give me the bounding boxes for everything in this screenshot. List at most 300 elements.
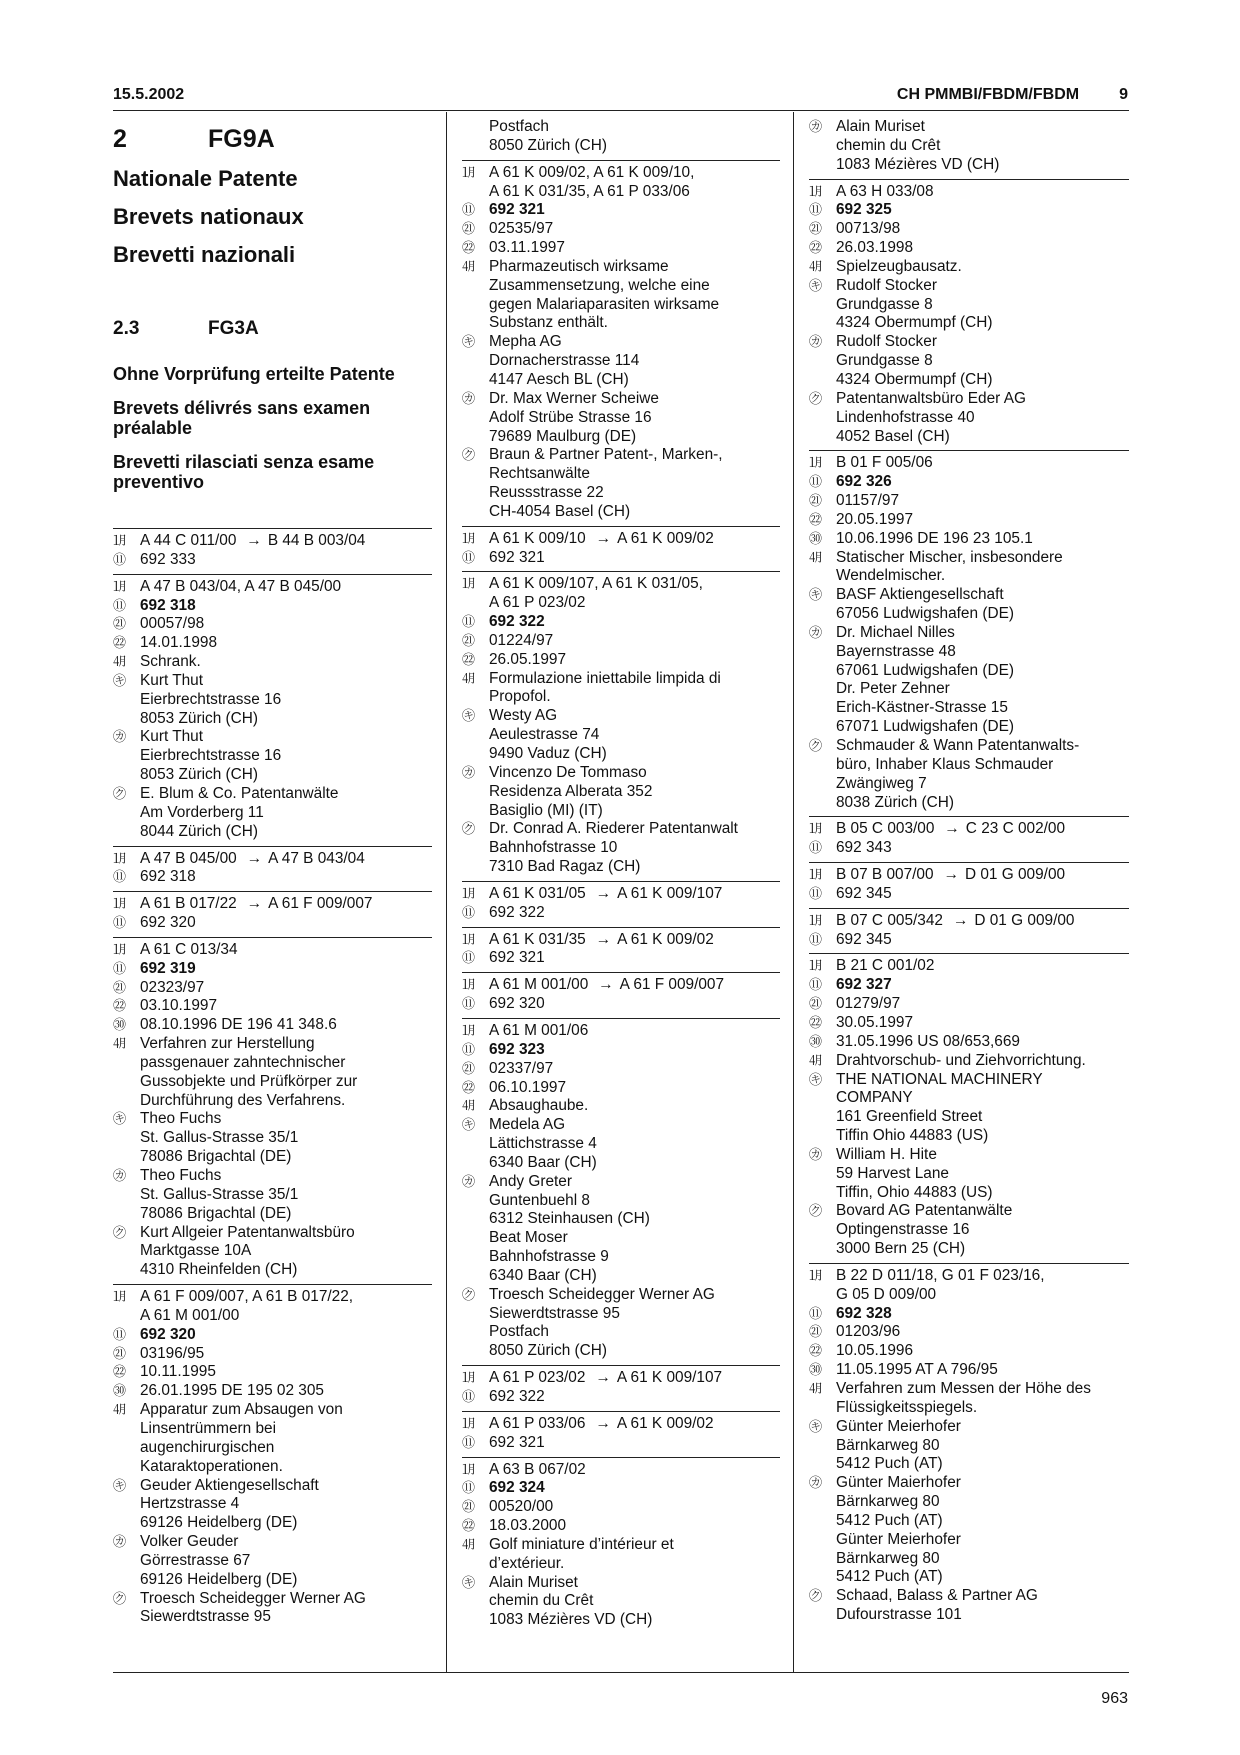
entry-text: 6340 Baar (CH) bbox=[489, 1266, 597, 1284]
inid-code-icon bbox=[462, 296, 489, 315]
entry-text: G 05 D 009/00 bbox=[836, 1285, 937, 1303]
inid-code-icon bbox=[113, 804, 140, 823]
inid-code-icon: ㋀ bbox=[809, 912, 823, 928]
inid-code-icon bbox=[113, 710, 140, 729]
entry-line bbox=[809, 624, 1129, 643]
inid-code-icon: ㉚ bbox=[113, 1017, 127, 1033]
entry-line bbox=[113, 1054, 432, 1073]
inid-code-icon: ⑪ bbox=[113, 597, 127, 613]
inid-code-icon: ㋖ bbox=[809, 1071, 823, 1087]
entry-line bbox=[809, 1286, 1129, 1305]
ipc-class-ref: A 47 B 043/04 bbox=[268, 849, 365, 867]
entry-text: A 61 M 001/06 bbox=[489, 1021, 589, 1039]
entry-line bbox=[809, 1089, 1129, 1108]
ipc-class: A 61 P 023/02 bbox=[489, 1369, 586, 1387]
inid-code-icon: ㋕ bbox=[462, 390, 476, 406]
inid-code-icon: ㉑ bbox=[809, 493, 823, 509]
ipc-class-ref: D 01 G 009/00 bbox=[964, 866, 1066, 884]
entry-text: Rudolf Stocker bbox=[836, 276, 937, 294]
entry-text: Bovard AG Patentanwälte bbox=[836, 1202, 1013, 1220]
patent-entry bbox=[462, 571, 780, 881]
inid-code-icon: ㉚ bbox=[113, 1383, 127, 1399]
entry-line bbox=[462, 1154, 780, 1173]
patent-entry bbox=[462, 1457, 780, 1635]
entry-line bbox=[462, 409, 780, 428]
entry-text: Bahnhofstrasse 9 bbox=[489, 1248, 609, 1266]
entry-line bbox=[113, 1514, 432, 1533]
entry-text: 8044 Zürich (CH) bbox=[140, 822, 259, 840]
entry-text: Theo Fuchs bbox=[140, 1110, 222, 1128]
inid-code-icon bbox=[462, 118, 489, 137]
inid-code-icon bbox=[809, 409, 836, 428]
inid-code-icon bbox=[462, 409, 489, 428]
inid-code-icon: ⑪ bbox=[809, 1305, 823, 1321]
inid-code-icon: ㋗ bbox=[113, 1224, 127, 1240]
inid-code-icon: ⑪ bbox=[113, 1326, 127, 1342]
entry-line bbox=[462, 239, 780, 258]
entry-text: 161 Greenfield Street bbox=[836, 1108, 983, 1126]
ipc-class: B 05 C 003/00 bbox=[836, 820, 935, 838]
inid-code-icon bbox=[462, 1267, 489, 1286]
inid-code-icon bbox=[809, 718, 836, 737]
entry-text: A 63 H 033/08 bbox=[836, 182, 934, 200]
entry-text: 692 321 bbox=[489, 201, 545, 219]
inid-code-icon bbox=[113, 1552, 140, 1571]
entry-line bbox=[809, 511, 1129, 530]
inid-code-icon: ㉑ bbox=[462, 1499, 476, 1515]
entry-line bbox=[809, 931, 1129, 950]
patent-entry bbox=[462, 526, 780, 572]
entry-line bbox=[809, 737, 1129, 756]
entry-text: 5412 Puch (AT) bbox=[836, 1568, 943, 1586]
inid-code-icon: ⑪ bbox=[809, 885, 823, 901]
inid-code-icon bbox=[809, 1108, 836, 1127]
entry-text: 5412 Puch (AT) bbox=[836, 1455, 943, 1473]
inid-code-icon: ㋕ bbox=[809, 334, 823, 350]
entry-line bbox=[113, 672, 432, 691]
inid-code-icon bbox=[113, 1242, 140, 1261]
entry-text: 692 328 bbox=[836, 1304, 892, 1322]
inid-code-icon: ㋃ bbox=[113, 1036, 127, 1052]
inid-code-icon bbox=[462, 428, 489, 447]
entry-line bbox=[462, 632, 780, 651]
entry-text: Statischer Mischer, insbesondere bbox=[836, 548, 1063, 566]
entry-text: Postfach bbox=[489, 1323, 549, 1341]
entry-line bbox=[462, 137, 780, 156]
inid-code-icon bbox=[809, 314, 836, 333]
entry-line bbox=[462, 651, 780, 670]
inid-code-icon: ㋕ bbox=[113, 1534, 127, 1550]
inid-code-icon bbox=[462, 1611, 489, 1630]
entry-line bbox=[809, 1108, 1129, 1127]
entry-line bbox=[462, 820, 780, 839]
inid-code-icon: ㋕ bbox=[809, 624, 823, 640]
entry-text: 01157/97 bbox=[836, 492, 900, 510]
entry-line bbox=[462, 1388, 780, 1407]
entry-line bbox=[809, 428, 1129, 447]
entry-line bbox=[462, 1022, 780, 1041]
entry-text: 6340 Baar (CH) bbox=[489, 1153, 597, 1171]
entry-line bbox=[462, 783, 780, 802]
inid-code-icon: ㉑ bbox=[809, 1324, 823, 1340]
entry-line bbox=[113, 997, 432, 1016]
inid-code-icon: ㋀ bbox=[809, 867, 823, 883]
inid-code-icon: ㋃ bbox=[113, 654, 127, 670]
entry-text: B 22 D 011/18, G 01 F 023/16, bbox=[836, 1266, 1045, 1284]
entry-text: Vincenzo De Tommaso bbox=[489, 763, 647, 781]
entry-text: Bärnkarweg 80 bbox=[836, 1436, 940, 1454]
entry-text: A 61 P 023/02 bbox=[489, 594, 586, 612]
header-code: CH PMMBI/FBDM/FBDM bbox=[896, 86, 1080, 103]
inid-code-icon bbox=[462, 277, 489, 296]
inid-code-icon: ⑪ bbox=[809, 977, 823, 993]
ipc-class: B 07 C 005/342 bbox=[836, 911, 943, 929]
entry-line bbox=[462, 1229, 780, 1248]
entry-text bbox=[489, 976, 780, 995]
patent-entry bbox=[809, 862, 1129, 908]
entry-line bbox=[809, 1267, 1129, 1286]
entry-line bbox=[809, 1146, 1129, 1165]
inid-code-icon: ㉑ bbox=[462, 1060, 476, 1076]
subsection-heading-it: Brevetti rilasciati senza esame preventivo bbox=[113, 452, 375, 492]
entry-text: THE NATIONAL MACHINERY bbox=[836, 1070, 1043, 1088]
patent-entry bbox=[113, 891, 432, 937]
entry-text: Absaughaube. bbox=[489, 1097, 589, 1115]
entry-text: 692 323 bbox=[489, 1040, 545, 1058]
entry-line bbox=[113, 1552, 432, 1571]
inid-code-icon: ⑪ bbox=[113, 960, 127, 976]
entry-text: Drahtvorschub- und Ziehvorrichtung. bbox=[836, 1051, 1086, 1069]
inid-code-icon bbox=[113, 1092, 140, 1111]
inid-code-icon bbox=[809, 605, 836, 624]
inid-code-icon: ㋕ bbox=[113, 729, 127, 745]
inid-code-icon: ㉚ bbox=[809, 1362, 823, 1378]
entry-line bbox=[809, 258, 1129, 277]
entry-line bbox=[113, 823, 432, 842]
entry-text bbox=[836, 912, 1129, 931]
inid-code-icon bbox=[809, 352, 836, 371]
entry-text: A 61 F 009/007, A 61 B 017/22, bbox=[140, 1288, 354, 1306]
entry-line bbox=[113, 1533, 432, 1552]
inid-code-icon bbox=[113, 1439, 140, 1458]
inid-code-icon bbox=[113, 766, 140, 785]
entry-text: CH-4054 Basel (CH) bbox=[489, 502, 631, 520]
entry-line bbox=[809, 605, 1129, 624]
entry-text: Dr. Max Werner Scheiwe bbox=[489, 389, 659, 407]
entry-line bbox=[113, 597, 432, 616]
entry-line bbox=[462, 688, 780, 707]
inid-code-icon: ㋗ bbox=[809, 738, 823, 753]
inid-code-icon: ㋀ bbox=[462, 1415, 476, 1431]
entry-text: Bärnkarweg 80 bbox=[836, 1493, 940, 1511]
entry-line bbox=[809, 371, 1129, 390]
entry-line bbox=[809, 220, 1129, 239]
entry-text: Pharmazeutisch wirksame bbox=[489, 257, 669, 275]
entry-line bbox=[809, 492, 1129, 511]
entry-line bbox=[113, 1495, 432, 1514]
entry-text: 692 322 bbox=[489, 613, 545, 631]
entry-text: 02323/97 bbox=[140, 978, 205, 996]
entry-text: Lättichstrasse 4 bbox=[489, 1135, 597, 1153]
inid-code-icon bbox=[462, 371, 489, 390]
patent-entry bbox=[113, 846, 432, 892]
arrow-right-icon: → bbox=[943, 866, 959, 884]
entry-line bbox=[462, 465, 780, 484]
header-page-number: 9 bbox=[1119, 86, 1128, 103]
entry-text: 10.05.1996 bbox=[836, 1342, 914, 1360]
entry-text: Volker Geuder bbox=[140, 1533, 239, 1551]
entry-text: 692 318 bbox=[140, 868, 196, 886]
entry-text: 26.01.1995 DE 195 02 305 bbox=[140, 1382, 324, 1400]
entry-line bbox=[809, 820, 1129, 839]
entry-text: Am Vorderberg 11 bbox=[140, 803, 264, 821]
entry-line bbox=[462, 503, 780, 522]
entry-text bbox=[836, 866, 1129, 885]
inid-code-icon bbox=[809, 1184, 836, 1203]
entry-text bbox=[489, 885, 780, 904]
inid-code-icon: ㋗ bbox=[462, 447, 476, 463]
entry-line bbox=[462, 549, 780, 568]
inid-code-icon bbox=[113, 1186, 140, 1205]
entry-text: Gussobjekte und Prüfkörper zur bbox=[140, 1072, 358, 1090]
entry-line bbox=[462, 296, 780, 315]
entry-line bbox=[462, 314, 780, 333]
arrow-right-icon: → bbox=[246, 849, 263, 867]
inid-code-icon: ⑪ bbox=[809, 840, 823, 856]
inid-code-icon bbox=[113, 1205, 140, 1224]
entry-text: 692 324 bbox=[489, 1479, 545, 1497]
entry-line bbox=[809, 794, 1129, 813]
entry-line bbox=[462, 1461, 780, 1480]
inid-code-icon bbox=[462, 465, 489, 484]
entry-text: 01279/97 bbox=[836, 995, 901, 1013]
entry-text: Alain Muriset bbox=[836, 118, 925, 135]
ipc-class: A 61 K 009/10 bbox=[489, 529, 586, 547]
ipc-class: A 61 B 017/22 bbox=[140, 895, 237, 913]
entry-text: B 01 F 005/06 bbox=[836, 454, 933, 472]
entry-line bbox=[113, 1326, 432, 1345]
inid-code-icon bbox=[462, 858, 489, 877]
inid-code-icon bbox=[462, 726, 489, 745]
entry-line bbox=[809, 239, 1129, 258]
entry-text: 00057/98 bbox=[140, 615, 205, 633]
entry-text: Marktgasse 10A bbox=[140, 1242, 252, 1260]
section-heading-it: Brevetti nazionali bbox=[113, 242, 296, 267]
entry-text: Linsentrümmern bei bbox=[140, 1419, 277, 1437]
entry-text: 4147 Aesch BL (CH) bbox=[489, 370, 629, 388]
entry-text bbox=[489, 931, 780, 950]
entry-text: 14.01.1998 bbox=[140, 634, 218, 652]
entry-line bbox=[809, 1014, 1129, 1033]
entry-line bbox=[113, 1477, 432, 1496]
entry-line bbox=[809, 586, 1129, 605]
entry-text bbox=[140, 850, 432, 869]
entry-line bbox=[809, 1474, 1129, 1493]
inid-code-icon bbox=[809, 137, 836, 156]
entry-text: A 47 B 043/04, A 47 B 045/00 bbox=[140, 577, 342, 595]
inid-code-icon: ㋗ bbox=[809, 1588, 823, 1604]
inid-code-icon: ㋀ bbox=[113, 850, 127, 866]
entry-text: Durchführung des Verfahrens. bbox=[140, 1091, 346, 1109]
entry-text: 4324 Obermumpf (CH) bbox=[836, 370, 993, 388]
entry-line bbox=[809, 1240, 1129, 1259]
entry-line bbox=[809, 352, 1129, 371]
entry-line bbox=[113, 1148, 432, 1167]
section-title bbox=[113, 124, 432, 154]
entry-text: 692 326 bbox=[836, 473, 892, 491]
entry-text: Apparatur zum Absaugen von bbox=[140, 1401, 343, 1419]
entry-text: Mepha AG bbox=[489, 333, 562, 351]
arrow-right-icon: → bbox=[595, 884, 612, 902]
column-divider bbox=[446, 112, 447, 1672]
entry-line bbox=[809, 699, 1129, 718]
patent-entry bbox=[462, 160, 780, 526]
entry-text: Beat Moser bbox=[489, 1229, 568, 1247]
inid-code-icon bbox=[809, 756, 836, 775]
entry-text: 10.06.1996 DE 196 23 105.1 bbox=[836, 529, 1033, 547]
entry-text: Bärnkarweg 80 bbox=[836, 1549, 940, 1567]
entry-line bbox=[809, 1568, 1129, 1587]
entry-line bbox=[809, 957, 1129, 976]
entry-text: Substanz enthält. bbox=[489, 314, 608, 332]
entry-line bbox=[113, 728, 432, 747]
inid-code-icon bbox=[462, 1305, 489, 1324]
entry-text: Flüssigkeitsspiegels. bbox=[836, 1398, 978, 1416]
entry-text: 692 322 bbox=[489, 903, 545, 921]
entry-text: 31.05.1996 US 08/653,669 bbox=[836, 1032, 1020, 1050]
entry-line bbox=[113, 1363, 432, 1382]
entry-text: Propofol. bbox=[489, 688, 551, 706]
entry-line bbox=[809, 1380, 1129, 1399]
entry-text: Aeulestrasse 74 bbox=[489, 726, 600, 744]
inid-code-icon bbox=[462, 503, 489, 522]
inid-code-icon bbox=[462, 484, 489, 503]
entry-text: Troesch Scheidegger Werner AG bbox=[489, 1285, 715, 1303]
inid-code-icon: ⑪ bbox=[809, 202, 823, 218]
entry-line bbox=[809, 1531, 1129, 1550]
inid-code-icon: ㉑ bbox=[113, 616, 127, 632]
entry-line bbox=[809, 1418, 1129, 1437]
inid-code-icon bbox=[809, 156, 836, 175]
entry-line bbox=[809, 1399, 1129, 1418]
entry-line bbox=[809, 1165, 1129, 1184]
entry-line bbox=[462, 1555, 780, 1574]
inid-code-icon bbox=[462, 1555, 489, 1574]
entry-text: Dornacherstrasse 114 bbox=[489, 352, 640, 370]
entry-text: Kurt Allgeier Patentanwaltsbüro bbox=[140, 1223, 355, 1241]
inid-code-icon: ㉒ bbox=[809, 1014, 823, 1030]
inid-code-icon: ㋀ bbox=[462, 1022, 476, 1038]
entry-line bbox=[113, 1242, 432, 1261]
patent-entry bbox=[462, 927, 780, 973]
entry-line bbox=[113, 1016, 432, 1035]
inid-code-icon bbox=[809, 1493, 836, 1512]
ipc-class-ref: A 61 F 009/007 bbox=[619, 976, 725, 994]
inid-code-icon: ㉒ bbox=[113, 1364, 127, 1380]
entry-line bbox=[809, 409, 1129, 428]
entry-text: 692 327 bbox=[836, 976, 892, 994]
inid-code-icon: ㋀ bbox=[809, 821, 823, 837]
entry-line bbox=[462, 745, 780, 764]
inid-code-icon: ㋕ bbox=[462, 1173, 476, 1189]
inid-code-icon: ㋃ bbox=[462, 670, 476, 686]
entry-line bbox=[809, 1184, 1129, 1203]
arrow-right-icon: → bbox=[595, 1414, 611, 1432]
entry-line bbox=[462, 1479, 780, 1498]
inid-code-icon bbox=[462, 1592, 489, 1611]
entry-text: A 61 C 013/34 bbox=[140, 940, 238, 958]
patent-list bbox=[809, 110, 1129, 1629]
entry-text: 26.05.1997 bbox=[489, 650, 567, 668]
entry-line bbox=[809, 1437, 1129, 1456]
entry-line bbox=[113, 766, 432, 785]
entry-line bbox=[809, 118, 1129, 137]
inid-code-icon: ⑪ bbox=[462, 614, 476, 630]
ipc-class: A 61 K 031/05 bbox=[489, 884, 586, 902]
inid-code-icon bbox=[809, 1437, 836, 1456]
patent-list bbox=[113, 528, 432, 1631]
entry-line bbox=[462, 995, 780, 1014]
inid-code-icon: ㋕ bbox=[809, 1475, 823, 1491]
entry-text: Golf miniature d’intérieur et bbox=[489, 1535, 674, 1553]
entry-line bbox=[462, 1498, 780, 1517]
inid-code-icon: ㋃ bbox=[462, 258, 476, 274]
entry-text: passgenauer zahntechnischer bbox=[140, 1053, 346, 1071]
entry-text: 02337/97 bbox=[489, 1059, 554, 1077]
ipc-class-ref: A 61 K 009/02 bbox=[617, 930, 714, 948]
inid-code-icon: ㋀ bbox=[462, 576, 476, 592]
entry-text: Alain Muriset bbox=[489, 1573, 578, 1591]
inid-code-icon: ⑪ bbox=[462, 549, 476, 565]
entry-line bbox=[809, 912, 1129, 931]
inid-code-icon: ㋖ bbox=[462, 1574, 476, 1590]
inid-code-icon: ㉒ bbox=[113, 635, 127, 651]
entry-text: Eierbrechtstrasse 16 bbox=[140, 747, 282, 765]
inid-code-icon bbox=[809, 1568, 836, 1587]
entry-line bbox=[113, 785, 432, 804]
ipc-class-ref: A 61 K 009/107 bbox=[616, 1369, 723, 1387]
entry-text: Hertzstrasse 4 bbox=[140, 1495, 240, 1513]
patent-entry bbox=[113, 528, 432, 574]
entry-text: 3000 Bern 25 (CH) bbox=[836, 1240, 966, 1258]
entry-text: 1083 Mézières VD (CH) bbox=[836, 155, 1000, 173]
patent-entry bbox=[809, 953, 1129, 1263]
entry-text: 30.05.1997 bbox=[836, 1013, 914, 1031]
entry-line bbox=[462, 931, 780, 950]
entry-line bbox=[462, 220, 780, 239]
inid-code-icon: ㋀ bbox=[113, 1289, 127, 1305]
header-journal bbox=[897, 86, 1128, 104]
inid-code-icon bbox=[462, 183, 489, 202]
inid-code-icon: ㋃ bbox=[809, 549, 823, 565]
inid-code-icon: ㉒ bbox=[462, 1079, 476, 1095]
entry-text: chemin du Crêt bbox=[489, 1592, 594, 1610]
inid-code-icon bbox=[462, 1248, 489, 1267]
entry-line bbox=[113, 850, 432, 869]
entry-line bbox=[113, 1590, 432, 1609]
entry-text: 67071 Ludwigshafen (DE) bbox=[836, 718, 1014, 736]
entry-line bbox=[113, 1420, 432, 1439]
entry-line bbox=[809, 1587, 1129, 1606]
entry-line bbox=[809, 1127, 1129, 1146]
entry-text: Formulazione iniettabile limpida di bbox=[489, 669, 721, 687]
entry-text: Dr. Conrad A. Riederer Patentanwalt bbox=[489, 820, 738, 838]
inid-code-icon bbox=[462, 1323, 489, 1342]
entry-text: 02535/97 bbox=[489, 220, 554, 238]
inid-code-icon: ㋖ bbox=[462, 1117, 476, 1133]
entry-text: Postfach bbox=[489, 118, 549, 135]
inid-code-icon bbox=[809, 1550, 836, 1569]
